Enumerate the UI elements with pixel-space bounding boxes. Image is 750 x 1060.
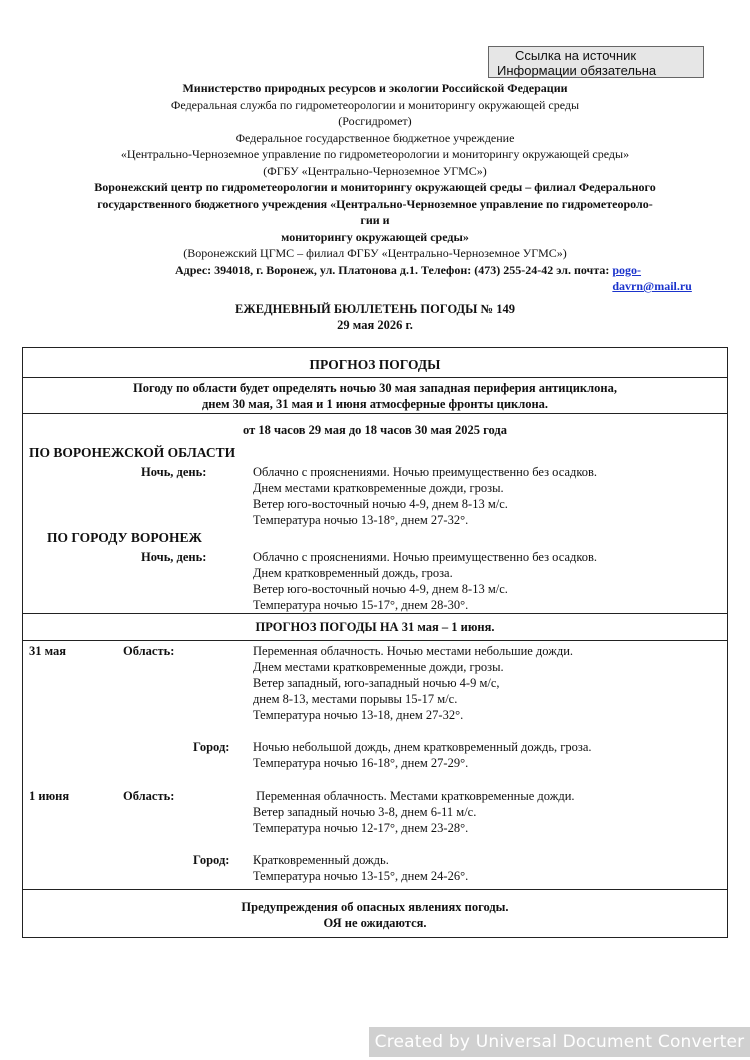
header-institution-abbr: (ФГБУ «Центрально-Черноземное УГМС»): [263, 163, 487, 178]
bulletin-title: ЕЖЕДНЕВНЫЙ БЮЛЛЕТЕНЬ ПОГОДЫ № 149: [235, 302, 515, 316]
source-note-line2: Информации обязательна: [497, 63, 657, 78]
header-address: [20, 262, 730, 279]
forecast-table: [22, 347, 728, 938]
city-line: Ветер юго-восточный ночью 4-9, днем 8-13 м/с.: [253, 582, 508, 596]
day2-region-line: Переменная облачность. Местами кратковременные дожди.: [253, 789, 575, 803]
address-text: Адрес: 394018, г. Воронеж, ул. Платонова д.1. Телефон: (473) 255-24-42 эл. почта:: [174, 262, 613, 277]
header-ministry: Министерство природных ресурсов и экологии Российской Федерации: [182, 81, 568, 95]
synopsis-line2: днем 30 мая, 31 мая и 1 июня атмосферные фронты циклона.: [201, 397, 549, 411]
divider: [23, 413, 727, 414]
city-title: ПО ГОРОДУ ВОРОНЕЖ: [47, 530, 202, 545]
synopsis-line1: Погоду по области будет определять ночью 30 мая западная периферия антициклона,: [133, 381, 617, 395]
day1-region-line: днем 8-13, местами порывы 15-17 м/с.: [253, 692, 458, 706]
day2-region-line: Температура ночью 12-17°, днем 23-28°.: [253, 821, 469, 835]
divider: [23, 377, 727, 378]
city-line: Облачно с прояснениями. Ночью преимущественно без осадков.: [253, 550, 598, 564]
header-center-line2: государственного бюджетного учреждения «Центрально-Черноземное управление по гидрометеороло-: [97, 196, 653, 211]
header-institution: «Центрально-Черноземное управление по гидрометеорологии и мониторингу окружающей среды»: [120, 147, 630, 161]
email-link-part1[interactable]: pogo-: [612, 262, 642, 277]
converter-watermark: Created by Universal Document Converter: [369, 1027, 750, 1057]
email-link-part2[interactable]: davrn@mail.ru: [612, 279, 692, 293]
extended-heading: ПРОГНОЗ ПОГОДЫ НА 31 мая – 1 июня.: [255, 620, 495, 634]
day2-city-line: Кратковременный дождь.: [253, 853, 389, 867]
header-center-abbr: (Воронежский ЦГМС – филиал ФГБУ «Центрально-Черноземное УГМС»): [183, 246, 567, 260]
day2-city-label: Город:: [193, 853, 230, 867]
day1-date: 31 мая: [29, 644, 67, 658]
header-service-abbr: (Росгидромет): [338, 114, 412, 128]
header-center-line4: мониторингу окружающей среды»: [281, 229, 469, 244]
region-title: ПО ВОРОНЕЖСКОЙ ОБЛАСТИ: [29, 445, 236, 460]
source-note-box: [488, 46, 704, 78]
organization-header: [20, 80, 730, 295]
header-center-line1: Воронежский центр по гидрометеорологии и мониторингу окружающей среды – филиал Федерального: [94, 180, 656, 194]
day2-region-line: Ветер западный ночью 3-8, днем 6-11 м/с.: [253, 805, 477, 819]
header-service: Федеральная служба по гидрометеорологии и мониторингу окружающей среды: [170, 97, 580, 112]
source-note-line1: Ссылка на источник: [515, 48, 637, 63]
day1-city-line: Ночью небольшой дождь, днем кратковременный дождь, гроза.: [253, 740, 592, 754]
city-line: Температура ночью 15-17°, днем 28-30°.: [253, 598, 469, 612]
day1-city-line: Температура ночью 16-18°, днем 27-29°.: [253, 756, 469, 770]
divider: [23, 640, 727, 641]
divider: [23, 889, 727, 890]
day2-city-line: Температура ночью 13-15°, днем 24-26°.: [253, 869, 469, 883]
day1-region-label: Область:: [123, 644, 175, 658]
bulletin-date: 29 мая 2026 г.: [337, 318, 413, 332]
day1-region-line: Температура ночью 13-18, днем 27-32°.: [253, 708, 464, 722]
forecast-heading: ПРОГНОЗ ПОГОДЫ: [309, 357, 441, 372]
city-period-label: Ночь, день:: [141, 550, 207, 564]
region-line: Облачно с прояснениями. Ночью преимущественно без осадков.: [253, 465, 598, 479]
header-institution-type: Федеральное государственное бюджетное учреждение: [235, 130, 515, 145]
region-period-label: Ночь, день:: [141, 465, 207, 479]
city-line: Днем кратковременный дождь, гроза.: [253, 566, 453, 580]
day1-city-label: Город:: [193, 740, 230, 754]
region-line: Днем местами кратковременные дожди, грозы.: [253, 481, 504, 495]
day1-region-line: Днем местами кратковременные дожди, грозы.: [253, 660, 504, 674]
day2-date: 1 июня: [29, 789, 70, 803]
header-center-line3: гии и: [360, 213, 390, 227]
day2-region-label: Область:: [123, 789, 175, 803]
warnings-line2: ОЯ не ожидаются.: [323, 916, 427, 930]
day1-region-line: Переменная облачность. Ночью местами небольшие дожди.: [253, 644, 574, 658]
day1-region-line: Ветер западный, юго-западный ночью 4-9 м/с,: [253, 676, 500, 690]
region-line: Температура ночью 13-18°, днем 27-32°.: [253, 513, 469, 527]
divider: [23, 613, 727, 614]
header-email-line: [20, 278, 730, 295]
region-line: Ветер юго-восточный ночью 4-9, днем 8-13 м/с.: [253, 497, 508, 511]
warnings-line1: Предупреждения об опасных явлениях погоды.: [241, 900, 509, 914]
forecast-period: от 18 часов 29 мая до 18 часов 30 мая 2025 года: [243, 423, 507, 437]
